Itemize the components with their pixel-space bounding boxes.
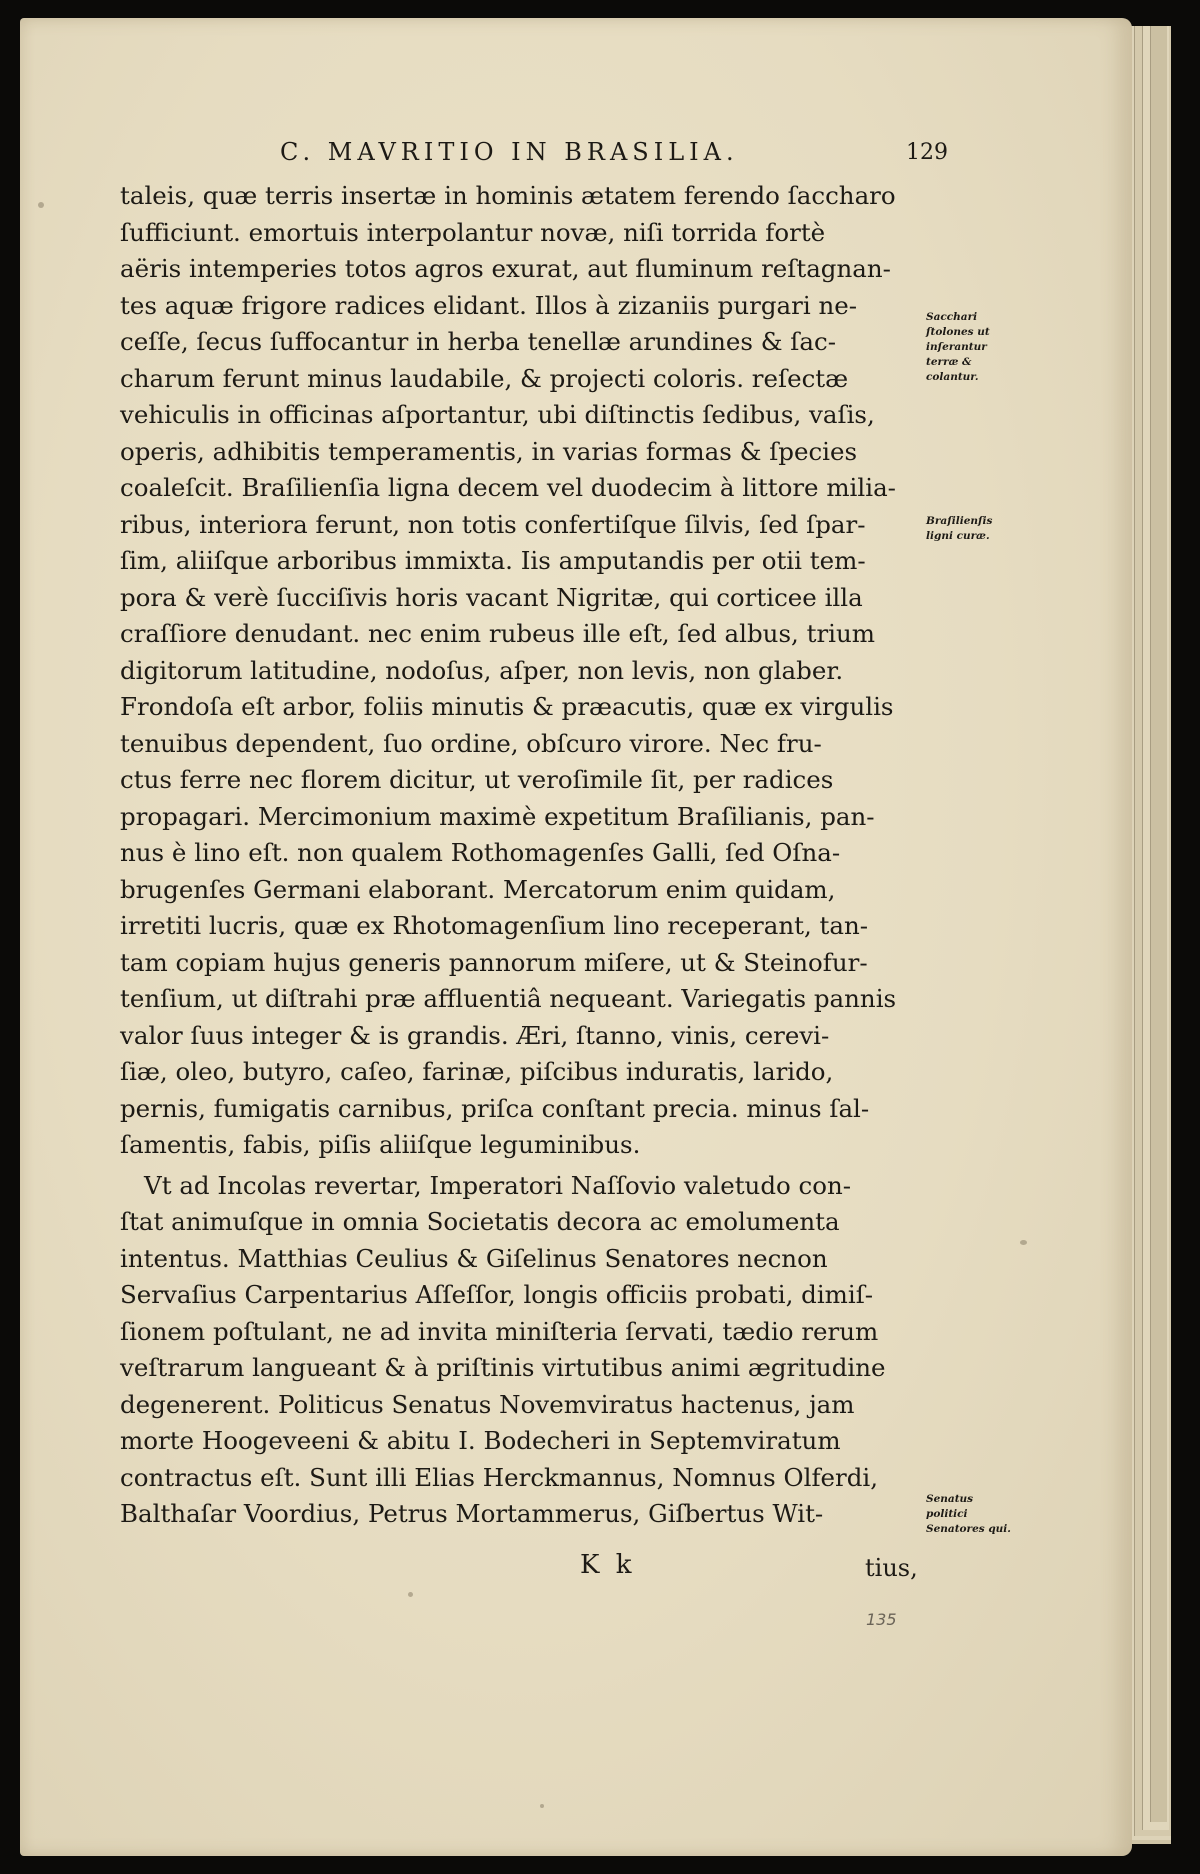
- text-line: vehiculis in officinas aſportantur, ubi diſtinctis ſedibus, vaſis,: [120, 400, 875, 429]
- foxing-spot: [540, 1804, 544, 1808]
- foxing-spot: [1020, 1240, 1027, 1245]
- running-head: [120, 138, 960, 178]
- text-line: morte Hoogeveeni & abitu I. Bodecheri in Septemviratum: [120, 1426, 841, 1455]
- text-line: brugenſes Germani elaborant. Mercatorum enim quidam,: [120, 874, 836, 904]
- text-line: taleis, quæ terris insertæ in hominis ætatem ferendo ſaccharo: [120, 181, 896, 210]
- handwritten-folio-number: 135: [866, 1610, 897, 1629]
- text-line: tenſium, ut diſtrahi præ affluentiâ nequeant. Variegatis pannis: [120, 984, 897, 1013]
- text-line: tam copiam hujus generis pannorum miſere, ut & Steinofur-: [120, 947, 868, 977]
- text-line: irretiti lucris, quæ ex Rhotomagenſium lino receperant, tan-: [120, 911, 869, 940]
- text-line: ctus ferre nec florem dicitur, ut veroſimile ſit, per radices: [120, 765, 834, 794]
- text-line: veſtrarum langueant & à priſtinis virtutibus animi ægritudine: [120, 1353, 886, 1382]
- text-line: intentus. Matthias Ceulius & Giſelinus Senatores necnon: [120, 1243, 828, 1273]
- text-line: ſufficiunt. emortuis interpolantur novæ, niſi torrida fortè: [120, 217, 826, 247]
- text-line: tenuibus dependent, ſuo ordine, obſcuro virore. Nec fru-: [120, 728, 822, 758]
- text-line: operis, adhibitis temperamentis, in varias formas & ſpecies: [120, 436, 858, 466]
- text-line: valor ſuus integer & is grandis. Æri, ſtanno, vinis, cerevi-: [120, 1020, 830, 1050]
- foxing-spot: [408, 1592, 413, 1597]
- text-line: pora & verè ſucciſivis horis vacant Nigritæ, qui corticee illa: [120, 582, 863, 612]
- page-edge: [1150, 26, 1167, 1822]
- text-line: Vt ad Incolas revertar, Imperatori Naſſovio valetudo con-: [144, 1170, 852, 1200]
- text-line: degenerent. Politicus Senatus Novemviratus hactenus, jam: [120, 1389, 855, 1419]
- text-line: nus è lino eſt. non qualem Rothomagenſes Galli, ſed Oſna-: [120, 838, 841, 867]
- text-line: craſſiore denudant. nec enim rubeus ille eſt, ſed albus, trium: [120, 619, 876, 648]
- text-line: contractus eſt. Sunt illi Elias Herckmannus, Nomnus Olferdi,: [120, 1462, 879, 1492]
- text-line: charum ferunt minus laudabile, & projecti coloris. reſectæ: [120, 363, 849, 393]
- text-line: ſim, aliiſque arboribus immixta. Iis amputandis per otii tem-: [120, 546, 866, 575]
- text-line: ſiæ, oleo, butyro, caſeo, farinæ, piſcibus induratis, larido,: [120, 1057, 834, 1086]
- running-head-title: C. MAVRITIO IN BRASILIA.: [280, 138, 739, 166]
- text-line: Frondoſa eſt arbor, foliis minutis & præacutis, quæ ex virgulis: [120, 692, 894, 721]
- text-line: ſionem poſtulant, ne ad invita miniſteria ſervati, tædio rerum: [120, 1316, 879, 1346]
- page-number: 129: [906, 140, 948, 165]
- signature-mark: K k: [580, 1550, 636, 1580]
- foxing-spot: [38, 202, 44, 208]
- catchword: tius,: [865, 1554, 918, 1582]
- text-line: ſtat animuſque in omnia Societatis decora ac emolumenta: [120, 1207, 840, 1236]
- text-line: coaleſcit. Braſilienſia ligna decem vel duodecim à littore milia-: [120, 473, 896, 502]
- text-line: aëris intemperies totos agros exurat, aut fluminum reſtagnan-: [120, 254, 891, 283]
- text-line: propagari. Mercimonium maximè expetitum Braſilianis, pan-: [120, 801, 875, 831]
- text-line: Servaſius Carpentarius Aſſeſſor, longis officiis probati, dimiſ-: [120, 1280, 874, 1309]
- text-line: digitorum latitudine, nodoſus, aſper, non levis, non glaber.: [120, 655, 844, 685]
- text-line: Balthaſar Voordius, Petrus Mortammerus, Giſbertus Wit-: [120, 1499, 824, 1528]
- text-line: ribus, interiora ferunt, non totis confertiſque ſilvis, ſed ſpar-: [120, 509, 866, 539]
- book-page: [20, 18, 1132, 1856]
- text-line: tes aquæ frigore radices elidant. Illos à zizaniis purgari ne-: [120, 290, 857, 320]
- margin-note: Sacchari ſtolones ut inſerantur terræ & colantur.: [926, 311, 990, 383]
- margin-note: Braſilienſis ligni curæ.: [926, 515, 993, 542]
- text-line: ceſſe, ſecus ſuffocantur in herba tenellæ arundines & ſac-: [120, 327, 836, 356]
- margin-note: Senatus politici Senatores qui.: [926, 1493, 1011, 1535]
- text-line: ſamentis, fabis, piſis aliiſque leguminibus.: [120, 1130, 641, 1159]
- body-text: [120, 178, 897, 1533]
- text-line: pernis, fumigatis carnibus, priſca conſtant precia. minus ſal-: [120, 1093, 870, 1123]
